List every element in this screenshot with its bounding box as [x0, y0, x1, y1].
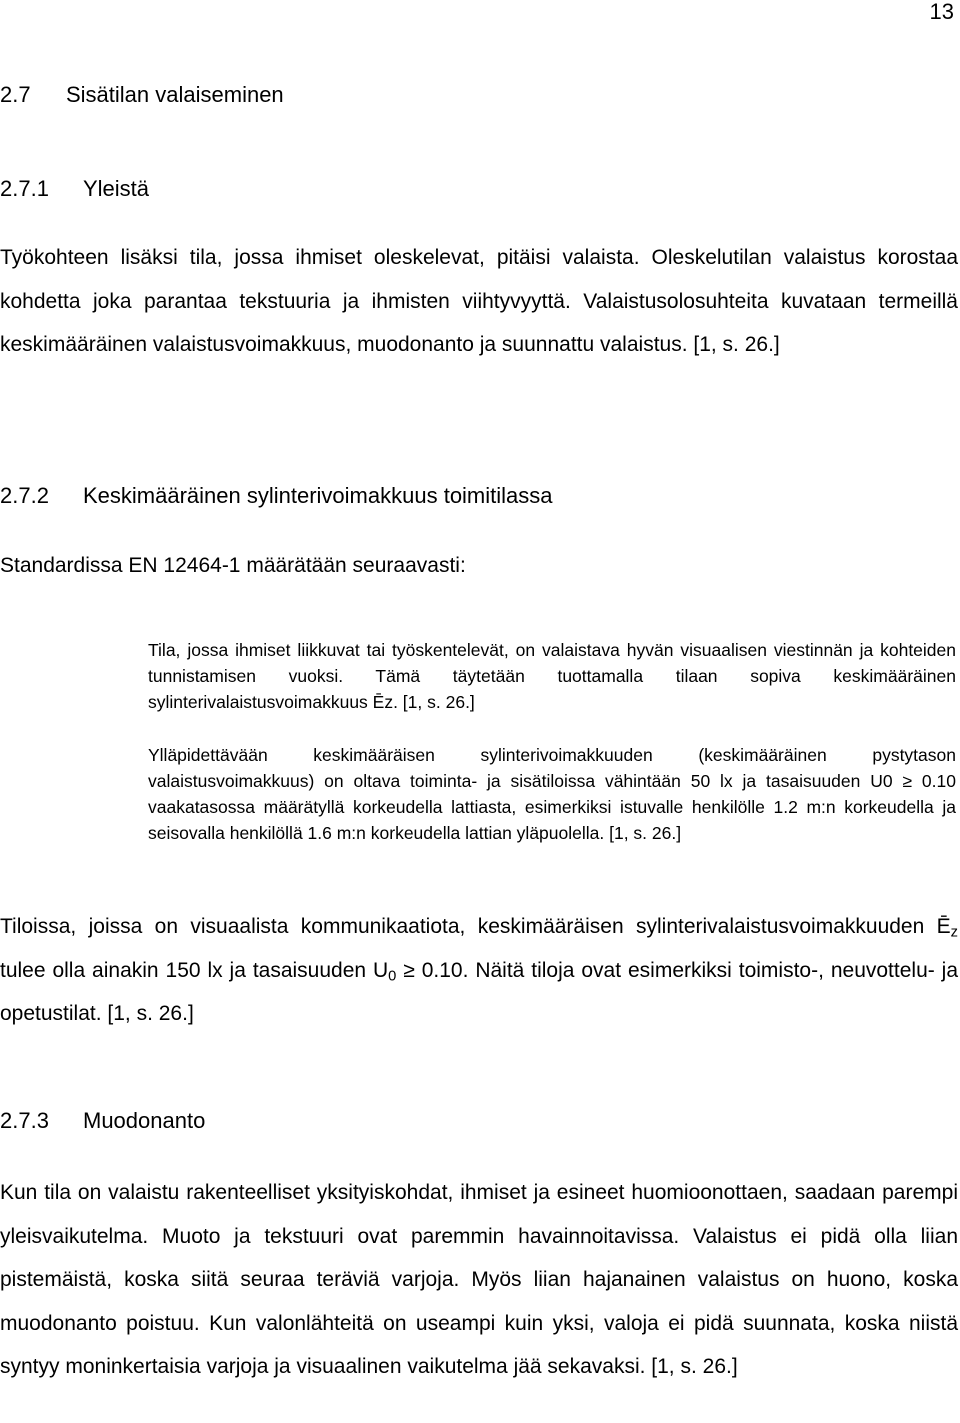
standard-quote-1: Tila, jossa ihmiset liikkuvat tai työskentelevät, on valaistava hyvän visuaalisen viestinnän ja kohteiden tunnistamisen vuoksi. Tämä täytetään tuottamalla tilaan sopiva keskimääräinen sylinterivalaistusvoimakkuus Ēz. [1, s. 26.]	[148, 640, 956, 712]
heading-2-7-3	[0, 1106, 205, 1136]
heading-number: 2.7.1	[0, 176, 49, 201]
subscript-0: 0	[388, 968, 397, 985]
page-number: 13	[929, 0, 954, 24]
paragraph-text: Tiloissa, joissa on visuaalista kommunikaatiota, keskimääräisen sylinterivalaistusvoimakkuuden Ē	[0, 915, 951, 938]
heading-number: 2.7.3	[0, 1108, 49, 1133]
paragraph-cylindrical-illuminance	[0, 905, 958, 1036]
paragraph-modelling: Kun tila on valaistu rakenteelliset yksityiskohdat, ihmiset ja esineet huomioonottaen, saadaan parempi yleisvaikutelma. Muoto ja tekstuuri ovat paremmin havainnoitavissa. Valaistus ei pidä olla liian pistemäistä, koska siitä seuraa teräviä varjoja. Myös liian hajanainen valaistus on huono, koska muodonanto poistuu. Kun valonlähteitä on useampi kuin yksi, valoja ei pidä suunnata, koska niistä syntyy moninkertaisia varjoja ja visuaalinen vaikutelma jää sekavaksi. [1, s. 26.]	[0, 1181, 958, 1378]
heading-number: 2.7.2	[0, 483, 49, 508]
paragraph-text: ≥ 0.10. Näitä tiloja ovat esimerkiksi toimisto-, neuvottelu- ja opetustilat. [1, s. 26.]	[0, 958, 958, 1025]
heading-title: Yleistä	[83, 176, 150, 201]
standard-quote-2: Ylläpidettävään keskimääräisen sylinterivoimakkuuden (keskimääräinen pystytason valaistusvoimakkuus) on oltava toiminta- ja sisätiloissa vähintään 50 lx ja tasaisuuden U0 ≥ 0.10 vaakatasossa määrätyllä korkeudella lattiasta, esimerkiksi istuvalle henkilölle 1.2 m:n korkeudella ja seisovalla henkilöllä 1.6 m:n korkeudella lattian yläpuolella. [1, s. 26.]	[148, 745, 956, 843]
heading-title: Muodonanto	[83, 1108, 206, 1133]
heading-title: Keskimääräinen sylinterivoimakkuus toimitilassa	[83, 483, 553, 508]
subscript-z: z	[950, 924, 958, 941]
paragraph-text: tulee olla ainakin 150 lx ja tasaisuuden U	[0, 958, 389, 982]
paragraph-general: Työkohteen lisäksi tila, jossa ihmiset oleskelevat, pitäisi valaista. Oleskelutilan valaistus korostaa kohdetta joka parantaa tekstuuria ja ihmisten viihtyvyyttä. Valaistusolosuhteita kuvataan termeillä keskimääräinen valaistusvoimakkuus, muodonanto ja suunnattu valaistus. [1, s. 26.]	[0, 246, 958, 356]
heading-2-7-2	[0, 481, 553, 511]
heading-2-7-1	[0, 174, 149, 204]
heading-2-7	[0, 80, 284, 110]
standard-intro: Standardissa EN 12464-1 määrätään seuraavasti:	[0, 554, 466, 577]
heading-title: Sisätilan valaiseminen	[66, 82, 284, 107]
heading-number: 2.7	[0, 82, 31, 107]
